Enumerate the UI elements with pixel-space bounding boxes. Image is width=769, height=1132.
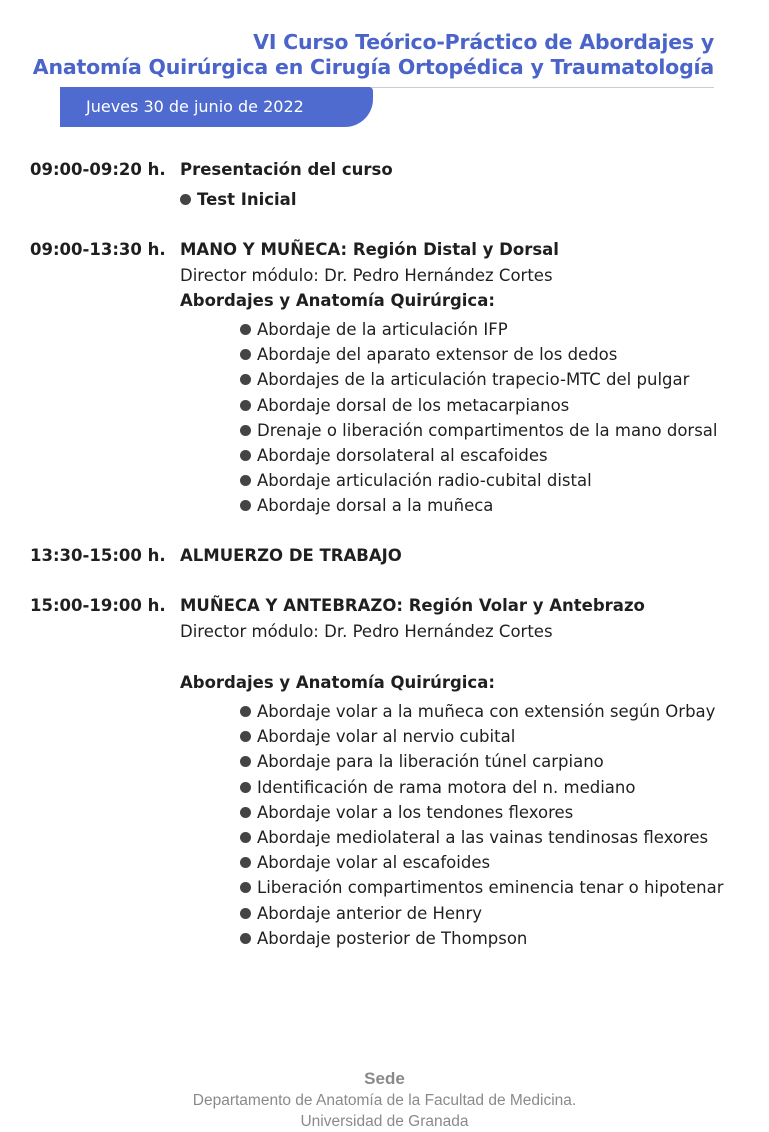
item-text: Abordaje del aparato extensor de los dedos	[257, 345, 618, 365]
session-title: Presentación del curso	[180, 160, 393, 179]
item-text: Identificación de rama motora del n. mediano	[257, 777, 636, 797]
bullet-icon	[240, 500, 251, 511]
bullet-icon	[240, 782, 251, 793]
session-item-list	[180, 187, 296, 212]
list-item	[240, 468, 718, 493]
list-item	[240, 800, 724, 825]
bullet-icon	[240, 400, 251, 411]
session-title: MANO Y MUÑECA: Región Distal y Dorsal	[180, 240, 559, 259]
bullet-icon	[240, 731, 251, 742]
bullet-icon	[240, 908, 251, 919]
bullet-icon	[240, 706, 251, 717]
course-title-line-2: Anatomía Quirúrgica en Cirugía Ortopédica y Traumatología	[32, 55, 714, 79]
bullet-icon	[240, 882, 251, 893]
session-time: 13:30-15:00 h.	[30, 546, 166, 565]
item-text: Abordaje articulación radio-cubital distal	[257, 471, 592, 491]
bullet-icon	[240, 832, 251, 843]
list-item	[240, 393, 718, 418]
list-item	[240, 850, 724, 875]
session-title: ALMUERZO DE TRABAJO	[180, 546, 402, 565]
list-item	[240, 443, 718, 468]
bullet-icon	[180, 194, 191, 205]
venue-footer	[0, 1068, 769, 1132]
item-text: Abordaje volar a la muñeca con extensión según Orbay	[257, 702, 716, 721]
item-text: Abordaje volar a los tendones flexores	[257, 802, 574, 822]
item-text: Test Inicial	[197, 190, 297, 209]
session-time: 09:00-13:30 h.	[30, 240, 166, 259]
list-item	[240, 775, 724, 800]
venue-address-line-2: Universidad de Granada	[300, 1113, 469, 1130]
session-time: 15:00-19:00 h.	[30, 596, 166, 615]
bullet-icon	[240, 807, 251, 818]
course-title	[33, 30, 714, 80]
bullet-icon	[240, 756, 251, 767]
session-subheading: Abordajes y Anatomía Quirúrgica:	[180, 673, 495, 692]
list-item	[240, 317, 718, 342]
item-text: Drenaje o liberación compartimentos de la mano dorsal	[257, 420, 718, 440]
venue-heading: Sede	[364, 1069, 405, 1088]
item-text: Abordaje dorsal de los metacarpianos	[257, 395, 570, 415]
list-item	[240, 926, 724, 951]
item-text: Abordaje dorsolateral al escafoides	[257, 445, 548, 465]
session-director: Director módulo: Dr. Pedro Hernández Cortes	[180, 266, 553, 285]
session-time: 09:00-09:20 h.	[30, 160, 166, 179]
item-text: Abordajes de la articulación trapecio-MTC del pulgar	[257, 370, 690, 390]
list-item	[180, 187, 296, 212]
item-text: Abordaje posterior de Thompson	[257, 928, 528, 948]
bullet-icon	[240, 349, 251, 360]
item-text: Abordaje volar al escafoides	[257, 853, 491, 873]
item-text: Abordaje dorsal a la muñeca	[257, 496, 494, 516]
session-item-list	[240, 317, 718, 519]
list-item	[240, 699, 724, 724]
list-item	[240, 724, 724, 749]
item-text: Abordaje de la articulación IFP	[257, 320, 508, 339]
course-title-line-1: VI Curso Teórico-Práctico de Abordajes y	[253, 30, 714, 54]
bullet-icon	[240, 425, 251, 436]
bullet-icon	[240, 933, 251, 944]
item-text: Abordaje anterior de Henry	[257, 903, 483, 923]
item-text: Liberación compartimentos eminencia tenar o hipotenar	[257, 878, 724, 898]
list-item	[240, 493, 718, 518]
bullet-icon	[240, 374, 251, 385]
session-title: MUÑECA Y ANTEBRAZO: Región Volar y Antebrazo	[180, 596, 645, 615]
list-item	[240, 901, 724, 926]
list-item	[240, 875, 724, 900]
list-item	[240, 367, 718, 392]
bullet-icon	[240, 475, 251, 486]
session-subheading: Abordajes y Anatomía Quirúrgica:	[180, 291, 495, 310]
item-text: Abordaje volar al nervio cubital	[257, 727, 516, 747]
list-item	[240, 342, 718, 367]
session-item-list	[240, 699, 724, 951]
list-item	[240, 825, 724, 850]
venue-address-line-1: Departamento de Anatomía de la Facultad de Medicina.	[192, 1092, 577, 1109]
list-item	[240, 749, 724, 774]
item-text: Abordaje para la liberación túnel carpiano	[257, 752, 604, 772]
session-director: Director módulo: Dr. Pedro Hernández Cortes	[180, 622, 553, 641]
bullet-icon	[240, 450, 251, 461]
date-banner: Jueves 30 de junio de 2022	[60, 87, 373, 127]
bullet-icon	[240, 857, 251, 868]
item-text: Abordaje mediolateral a las vainas tendinosas flexores	[257, 827, 709, 847]
list-item	[240, 418, 718, 443]
bullet-icon	[240, 324, 251, 335]
